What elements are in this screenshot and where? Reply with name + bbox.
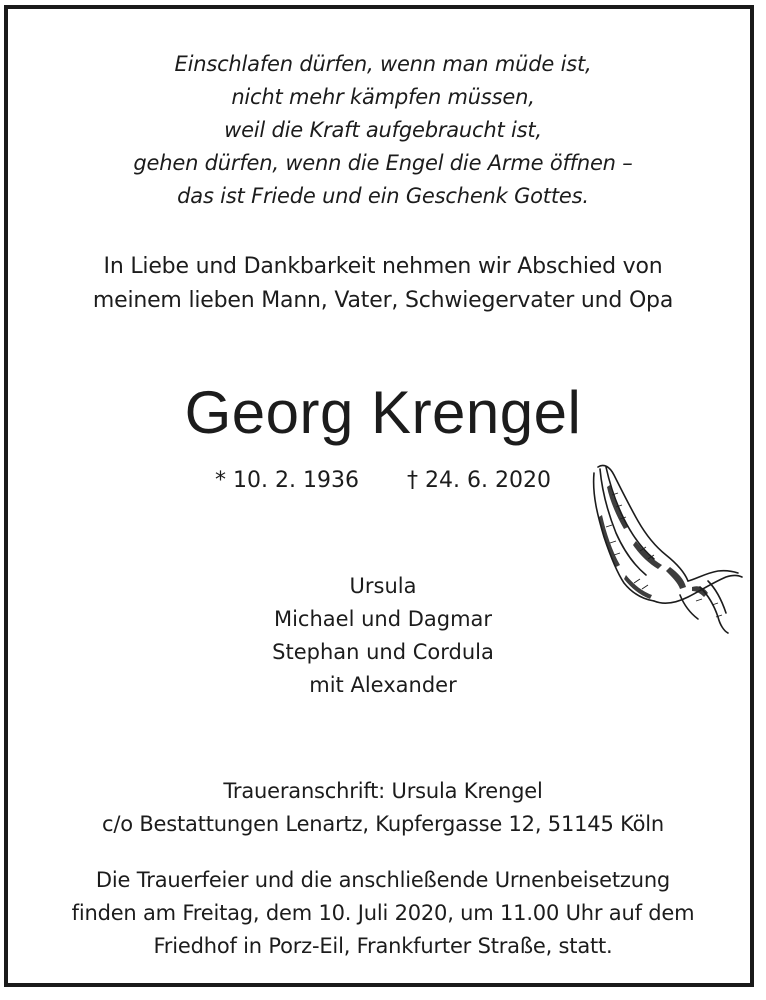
deceased-name: Georg Krengel [184,379,582,446]
family-line: Ursula [349,574,417,598]
address-line: c/o Bestattungen Lenartz, Kupfergasse 12, 51145 Köln [102,812,664,836]
ceremony-block [0,864,766,963]
poem-line: Einschlafen dürfen, wenn man müde ist, [174,52,592,76]
poem-line: gehen dürfen, wenn die Engel die Arme öffnen – [133,151,633,175]
family-line: Michael und Dagmar [273,607,493,631]
family-line: Stephan und Cordula [272,640,494,664]
family-line: mit Alexander [309,673,457,697]
ceremony-line: Die Trauerfeier und die anschließende Urnenbeisetzung [95,868,671,892]
ceremony-line: finden am Freitag, dem 10. Juli 2020, um 11.00 Uhr auf dem [71,901,695,925]
poem-line: weil die Kraft aufgebraucht ist, [224,118,542,142]
family-block [0,570,766,702]
birth-date: * 10. 2. 1936 [215,468,359,493]
intro-line: In Liebe und Dankbarkeit nehmen wir Abschied von [103,254,663,279]
address-block [0,775,766,841]
poem-block [0,48,766,213]
poem-line: das ist Friede und ein Geschenk Gottes. [177,184,589,208]
poem-line: nicht mehr kämpfen müssen, [231,85,535,109]
address-line: Traueranschrift: Ursula Krengel [223,779,543,803]
intro-line: meinem lieben Mann, Vater, Schwiegervater und Opa [92,288,674,313]
death-date: † 24. 6. 2020 [407,468,551,493]
ceremony-line: Friedhof in Porz-Eil, Frankfurter Straße, statt. [153,934,613,958]
intro-block [0,250,766,318]
